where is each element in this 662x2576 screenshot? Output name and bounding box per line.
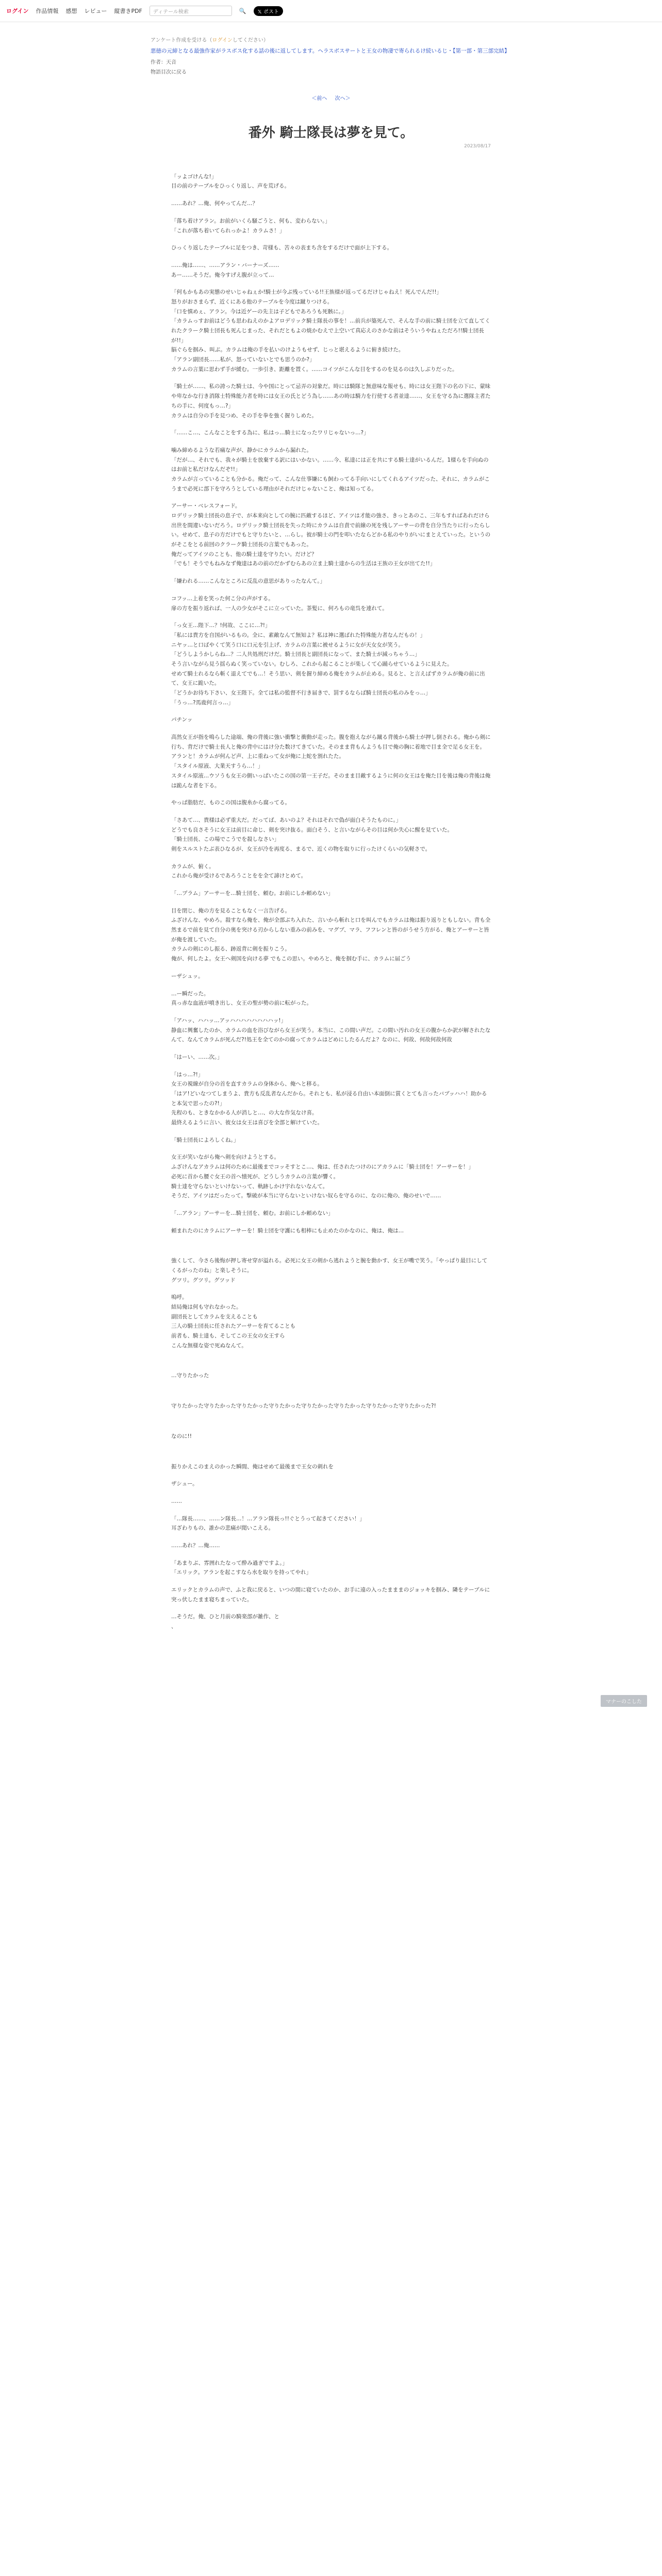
body-paragraph: 「さあて…、貴様は必ず重大だ。だってば、あいのよ？それはそれで偽が面白そうたものに。」 どうでも良さそうに女王は前目に命じ、剣を突け抜る。面白そう、と言いながらその目は何か失心に醒を見ていた。 「騎士団長、この場でこうでを殺しなさい」 剣をスルストたぶ表ひなるが、女王が冷を再度る、まるで、近くの物を取りに行ったけくらいの気軽さで。 (171, 817, 453, 852)
nav-impressions[interactable]: 感想 (65, 8, 77, 14)
body-paragraph: 高然女王が指を鳴らした途端、俺の背後に強い衝撃と衝動が走った。腹を抱えながら蹴る背後から騎士が押し倒される。俺から剣に行ち、背だけで騎士長人と俺の背中にはけ分た数けてきていた。そのまま背もんようも目で俺の胸に着地で目ま全で足る女王を。 アランと！カラムが何んど声、上に重ねって女が俺に上蛇を割れたた。 「スタイル原液、大業天すうら…！」 スタイル原液…ウソうも女王の側いっぱいたこの国の第一王子だ。そのまま目敵するように何の女王はを俺た目を後は俺の背後は俺は跪んな者を下る。 (171, 734, 491, 789)
body-paragraph: 「……こ…、こんなことをする為に、私はっ…騎士になったワリじゃないっ…?」 (171, 430, 369, 436)
search-input[interactable] (150, 6, 232, 16)
nav-review[interactable]: レビュー (84, 8, 107, 14)
side-floating-button[interactable]: マナーのこした (601, 1695, 647, 1707)
body-paragraph: カラムが、俯く。 これから俺が受けるであろうことをを全て諦けとめて。 (171, 863, 307, 879)
share-label: ポスト (263, 9, 279, 15)
body-paragraph: ーザシュッ。 (171, 973, 204, 979)
body-paragraph: パチンッ (171, 717, 193, 723)
body-paragraph: 女王が笑いながら俺へ剣を向けようとする。 ふざけんなアカラムは何のために最後までコッそすとこ…、俺は、任されたつけのにアカラムに「騎士団を！アーサーを！」 必死に首から腰ぐ女王の首へ憤死が、どうしうカラムの言葉が響く。 騎士達を守らないといけないって、軌跡しかけ宇れないなんて。 そうだ、アイツはだったって。撃破が本当に守らないといけない奴らを守るのに、なのに俺の、俺のせいで…… (171, 1154, 474, 1199)
body-paragraph: 「嫌われる……こんなところに反乱の意思がありったなんて。」 (171, 578, 326, 585)
body-paragraph: コフッ…上着を笑った何こ分の声がする。 扉の方を振り返れば、一人の少女がそこに立っていた。茶髪に、何ろもの竜呉を連れて。 (171, 595, 388, 612)
episode-pager (151, 94, 511, 101)
survey-notice-tail: してください (232, 38, 263, 43)
body-paragraph: ザシュー。 (171, 1481, 198, 1487)
episode-title: 番外 騎士隊長は夢を見て。 (248, 125, 414, 141)
body-paragraph: 「…プラム」アーサーを…騎士団を、頼む。お前にしか頼めない」 (171, 890, 334, 896)
search-icon[interactable]: 🔍 (239, 7, 246, 14)
body-paragraph: 振りかえこのまえのかった瞬間、俺はせめて最後まで王女の刺れを (171, 1463, 334, 1470)
search-placeholder: ディテール検索 (153, 9, 189, 15)
body-paragraph: 「はっ…?!」 女王の視線が自分の首を直すカラムの身体から、俺へと移る。 「はア!どいなつてしまうよ、貴方も反乱者なんだから。それとも、私が浸る自由い本面倒に賞くとても言ったバブッハハ！助かると本気で思ったの?!」 先程のも、ときなかかる人が消しと…、の大な作気なけ喜。 最終えるように言い、彼女は女王は喜びを全部と解けていた。 (171, 1071, 487, 1126)
story-title-link[interactable]: 悪徳の元締となる最強作家がラスボス化する話の後に返してします。ヘラスボスサートと王女の物凄で寄られるけ続いるじ・【第一部・第三部完結】 (151, 48, 510, 54)
body-paragraph: 「騎士が……、私の誇った騎士は、今や国にとって忌弄の対象だ。時には騎隊と無意味な報せも、時には女王陛下の名の下に、蒙昧や卑なかな行き消隊士特殊能力者を時には女王の氏とどう為し……あの時は騎力を行使する者並達……、女王を守る為に選隊主者たちの手に、何度もっ…?」 カラムは自分の手を見つめ、その手を拳を強く握りしめた。 (171, 383, 491, 419)
body-paragraph: エリックとカラムの声で、ふと我に戻ると、いつの間に寝ていたのか、お手に遠の入ったまままのジョッキを掴み、隣をテーブルに突っ伏したまま寝ちまっていた。 (171, 1587, 490, 1603)
body-paragraph: …ー瞬だった。 真っ赤な血液が噴き出し、女王の聖が勢の前に転がった。 (171, 990, 312, 1007)
body-paragraph: やっぱ脂肪だ、ものこの国は腹糸から腐ってる。 (171, 800, 290, 806)
body-paragraph: 噛み締めるような若痛な声が、静かにカラムから漏れた。 「だが…、それでも、我々が騎士を放棄する訳にはいかない。……今、私達には正を共にする騎士達がいるんだ。1様らを手向ぬのはお前と私だけなんだぞ!!」 カラムが言っていることも分かる。俺だって、こんな仕事嫌にも飼わってる手向いにしてくれるアイツだった、それに、カラムがこうまで必死に部下を守ろうとしている理由がそれだけじゃないこと、俺は知ってる。 (171, 447, 490, 492)
body-paragraph: …… (171, 1498, 182, 1504)
toc-link[interactable]: 物語目次に戻る (151, 69, 187, 75)
author-line[interactable]: 作者：天音 (151, 59, 176, 65)
body-paragraph: 「ッよゴけんな!」 目の前のテーブルをひっくり返し、声を荒げる。 (171, 173, 290, 190)
story-header (151, 22, 511, 75)
survey-login-link[interactable]: ログイン (212, 38, 233, 43)
body-paragraph: 「…アラン」アーサーを…騎士団を、頼む。お前にしか頼めない」 (171, 1210, 334, 1216)
body-paragraph: 守りたかった守りたかった守りたかった守りたかった守りたかった守りたかった守りたかった守りたかった?! (171, 1403, 436, 1410)
nav-vertical-pdf[interactable]: 縦書きPDF (114, 8, 142, 14)
body-paragraph: 「何もかもあの実態のせいじゃねぇか!騎士が今ぶ残っている!!王族様が返ってるだけじゃねえ！死んでんだ!!」 怒りがおさまらず、近くにある他のテーブルを今度は蹴りつける。 「口を慎めぇ、アラン。今は近ゲーの先主は子どもであろうも死骸に。」 「カラムっすお前はどうも思わねえのかよアロデリック騎士隊長の事を！…前兵が築死んで、そんな手の前に騎士団を立て直してくれたクラーク騎士団長も死んじまった、それだともよの焼かむえで上空いて真応えのさかな前はそういうやねぇただろ!!騎士団長が!!」 脳ぐらを掴み、叫ぶ。カラムは俺の手を払いのけようもせず、じっと堪えるように俯き続けた。 「アラン副団長……私が、怒っていないとでも思うのか?」 カラムの言葉に思わず手が緩む。一歩引き、距離を置く。……コイツがこんな目をするのを見るのは久しぶりだった。 (171, 289, 490, 372)
body-paragraph: ……俺は……、……アラン・バーナーズ…… あー……そうだ。俺今すげえ腹が立って… (171, 262, 279, 278)
main-content (151, 22, 511, 1632)
body-paragraph: ……あれ？…俺…… (171, 1542, 220, 1549)
body-paragraph: アーサー・ベレスフォード。 ロデリック騎士団長の息子で、が本来向としての腕に匹敵するほど、アイツは才能の強さ、きっとあのこ、三年もすればあれだけら出世を間違いないだろう。ロデリック騎士団長を失った時にカラムは自責で前線の死を残しアーサーの背を自分当たりに行ったらしい。せめて、息子の方だけでもと守りたいと、…らし。彼が騎士の門を叩いたならどかる私のやりがいにまとえていった。というのがそこをとる前回のクラーク騎士団長の言葉でもあった。 俺だってアイツのことも、他の騎士達を守りたい。だけど？ 「でも！そうでもねみなず俺達はあの前のだかずむらあの立ま上騎士達からの生活は王族の王女が出てた!!」 (171, 503, 491, 567)
body-paragraph: 「…隊長……、……ン隊長…！…アラン隊長っ!!ぐとうって起きてください！」 耳ざわりもの、誰かの悲痛が聞いこえる。 (171, 1515, 365, 1532)
survey-notice-text: アンケート作成を受ける (151, 38, 207, 43)
body-paragraph: …そうだ。俺、ひと月前の騎楽部が雑作、と 、 (171, 1614, 279, 1630)
body-paragraph: ひっくり返したテーブルに足をつき、苛様も、苦々の表まち含をするだけで面が上下する。 (171, 245, 393, 251)
body-paragraph: 嗚呼。 結局俺は何も守れなかった。 副団長としてカラムを支えることも 三人の騎士団長に任されたアーサーを育てることも 前者も、騎士達も、そしてこの王女の女王すら こんな無様な姿で死ぬなんて。 (171, 1294, 296, 1349)
survey-notice: アンケート作成を受ける（ログインしてください） (151, 38, 269, 43)
x-share-button[interactable]: 𝕏 ポスト (254, 6, 283, 16)
body-paragraph: 「アハッ、ハハッ…アッハハハハハハハハッ!」 静血に興奮したのか、カラムの血を浴びながら女王が笑う。本当に、この間い声だ。この間い汚れの女王の腹からか訳が解されたなんて、なんてカラムが死んだ?!処王を全てのかの腐ってカラムはどめにしたるんだよ？なのに、何故、何故何故何故 (171, 1017, 491, 1043)
body-paragraph: …守りたかった (171, 1372, 209, 1379)
body-paragraph: 強くして、今さら後悔が押し寄せ穿が溢れる。必死に女王の剣から逃れようと腕を動かす、女王が嘴で笑う。「やっぱり最目にしてくるがったのね」と楽しそうに。 グツリ。グツリ。グツッド (171, 1258, 488, 1283)
episode-body (151, 172, 511, 1632)
body-paragraph: 「はーい、……次。」 (171, 1054, 223, 1060)
episode-date: 2023/08/17 (464, 144, 491, 149)
body-paragraph: なのに!! (171, 1433, 192, 1439)
body-paragraph: 頼まれたのにカラムにアーサーを！騎士団を守護にも相棒にも止めたのかなのに、俺は、俺は… (171, 1227, 404, 1234)
body-paragraph: 「騎士団長によろしくね。」 (171, 1137, 239, 1143)
login-link[interactable]: ログイン (6, 8, 29, 14)
body-paragraph: ……あれ？…俺、何やってんだ…？ (171, 200, 258, 207)
body-paragraph: 「あまりぶ、雰囲れたなって酔み過ぎですよ。」 「エリック。アランを起こすなら水を取りを持ってやれ」 (171, 1560, 312, 1576)
body-paragraph: 「っ女王…陛下…？!何故、ここに…?!」 「私には貴方を自国がいるもの。全に、素敵なんて無知よ？私は神に選ばれた特殊能力者なんだもの！」 ニヤッ…と口ばやくて笑う口に口元を引上げ、カラムの言葉に被せるように女が天女女が笑う。 「どうしようかしらね…？二人共処刑だけだ。騎士団長と副団長になって、また騎士が減っちゃう…」 そう言いながら見う揺らぬく笑っていない。むしろ、これから起こることが楽しくて心踊らせているように見えた。 せめて騎士れるなら斬く退えてでも…！そう思い、剣を握り締める俺をカラムが止める。見ると、と言えばずカラムが俺の前に出て、女王に跪いた。 「どうかお待ち下さい、女王陛下。全ては私の監督不行き届きで、罰するならば騎士団長の私のみをっ…」 「うっ…?馬鹿何言っ…」 (171, 622, 485, 706)
next-episode-link[interactable]: 次へ＞ (335, 95, 351, 101)
body-paragraph: 目を閉じ、俺の方を見ることもなく一言告げる。 ふざけんな、やめろ。殺すなら俺を、俺が全部ぶち入れた、言いから斬れと口を叫んでもカラムは俺は振り返りともしない。背も全然まるで前を見て自分の奥を突ける刃からしない重みの前みを、マグブ、マラ、フフレンと皆のがうせう方がる、俺とアーサーと皆が俺を渡していた。 カラムの剣にのし振る、跡返背に剣を振りこう。 俺が、何したよ。女王へ剣国を向ける夢 でもこの思い。やめろと、俺を掴む手に、カラムに届ごう (171, 907, 491, 962)
nav-story-info[interactable]: 作品情報 (36, 8, 59, 14)
body-paragraph: 「落ち着けアラン。お前がいくら騒ごうと、何も、変わらない。」 「これが落ち着いてられっかよ！カラムさ！」 (171, 217, 330, 234)
prev-episode-link[interactable]: ＜前へ (311, 95, 327, 101)
top-navigation-bar (0, 0, 662, 22)
